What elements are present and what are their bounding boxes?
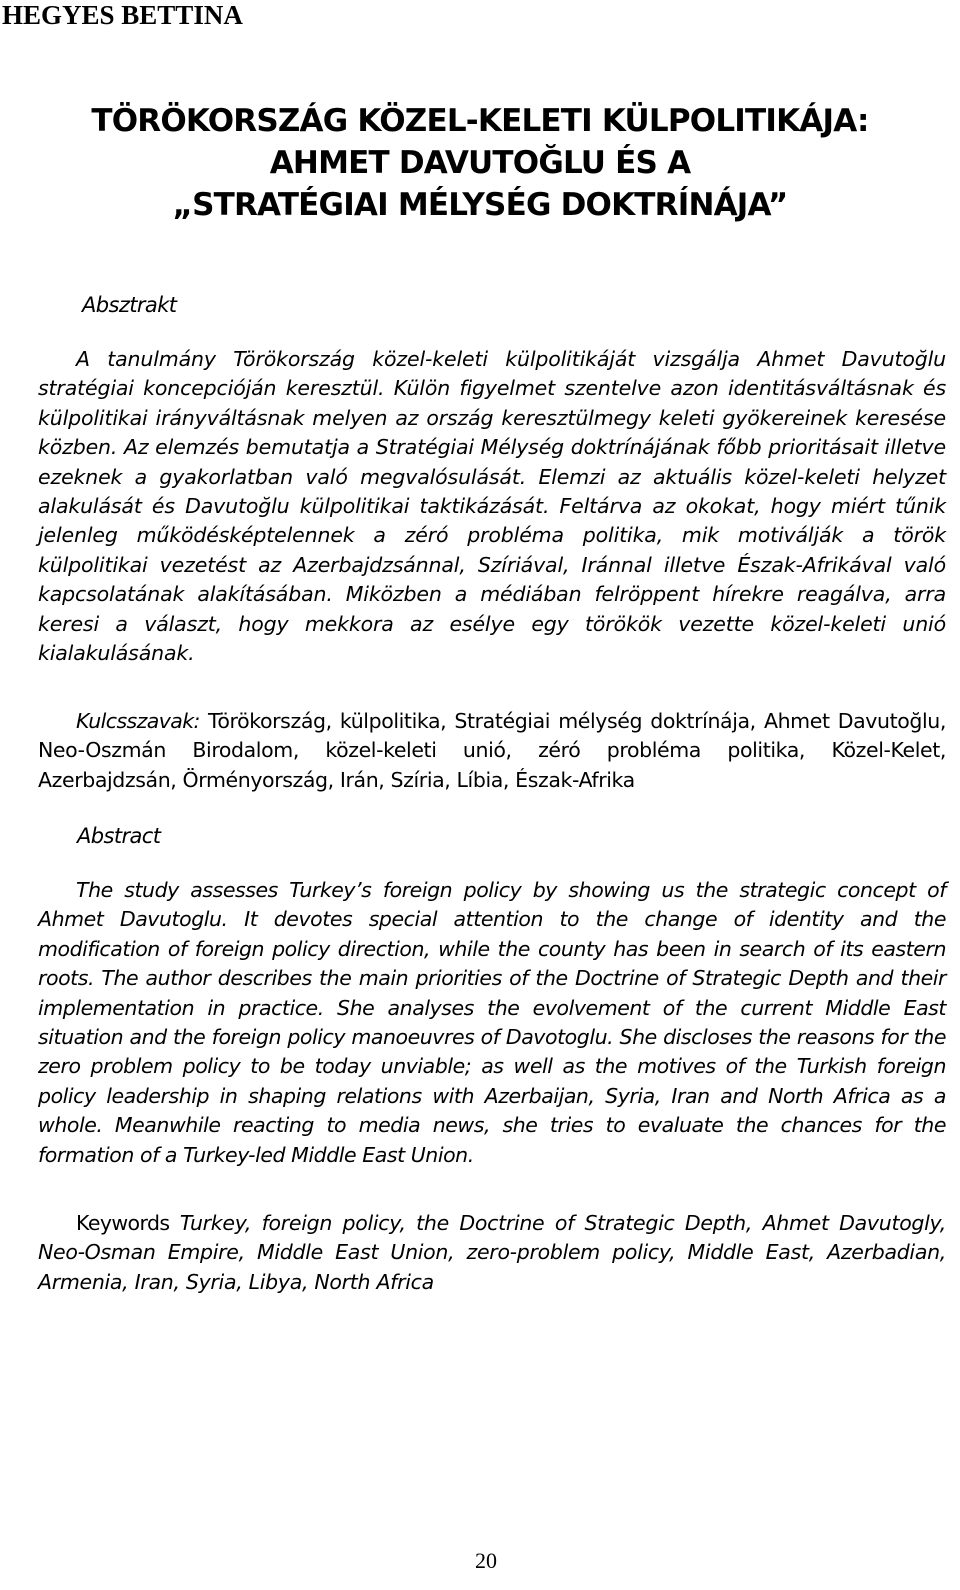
article-title [0, 100, 960, 226]
article-title-line-3: „STRATÉGIAI MÉLYSÉG DOKTRÍNÁJA” [172, 187, 788, 223]
page-number: 20 [475, 1548, 497, 1573]
hungarian-abstract-body [38, 345, 946, 668]
hungarian-keywords [38, 707, 946, 795]
english-abstract-text: The study assesses Turkey’s foreign policy by showing us the strategic concept of Ahmet Davutoglu. It devotes special attention to the change of identity and the modification of foreign policy direction, while the county has been in search of its eastern roots. The author describes the main priorities of the Doctrine of Strategic Depth and their implementation in practice. She analyses the evolvement of the current Middle East situation and the foreign policy manoeuvres of Davotoglu. She discloses the reasons for the zero problem policy to be today unviable; as well as the motives of the Turkish foreign policy leadership in shaping relations with Azerbaijan, Syria, Iran and North Africa as a whole. Meanwhile reacting to media news, she tries to evaluate the chances for the formation of a Turkey-led Middle East Union. [38, 878, 946, 1167]
article-title-line-2: AHMET DAVUTOĞLU ÉS A [269, 145, 691, 181]
running-head-author: HEGYES BETTINA [2, 0, 243, 30]
english-keywords-text: Turkey, foreign policy, the Doctrine of Strategic Depth, Ahmet Davutogly, Neo-Osman Empire, Middle East Union, zero-problem policy, Middle East, Azerbadian, Armenia, Iran, Syria, Libya, North Africa [38, 1211, 946, 1294]
english-keywords [38, 1209, 946, 1297]
english-keywords-label: Keywords [76, 1211, 170, 1235]
hungarian-keywords-text: Törökország, külpolitika, Stratégiai mélység doktrínája, Ahmet Davutoğlu, Neo-Oszmán Birodalom, közel-keleti unió, zéró probléma politika, Közel-Kelet, Azerbajdzsán, Örményország, Irán, Szíria, Líbia, Észak-Afrika [38, 709, 946, 792]
english-abstract-heading: Abstract [77, 824, 161, 848]
hungarian-keywords-label: Kulcsszavak: [76, 709, 200, 733]
article-title-line-1: TÖRÖKORSZÁG KÖZEL-KELETI KÜLPOLITIKÁJA: [91, 103, 869, 139]
hungarian-abstract-heading: Absztrakt [82, 293, 177, 317]
english-abstract-body [38, 876, 946, 1170]
hungarian-abstract-text: A tanulmány Törökország közel-keleti külpolitikáját vizsgálja Ahmet Davutoğlu stratégiai koncepcióján keresztül. Külön figyelmet szentelve azon identitásváltásnak és külpolitikai irányváltásnak melyen az ország keresztülmegy keleti gyökereinek keresése közben. Az elemzés bemutatja a Stratégiai Mélység doktrínájának főbb prioritásait illetve ezeknek a gyakorlatban való megvalósulását. Elemzi az aktuális közel-keleti helyzet alakulását és Davutoğlu külpolitikai taktikázását. Feltárva az okokat, hogy miért tűnik jelenleg működésképtelennek a zéró probléma politika, mik motiválják a török külpolitikai vezetést az Azerbajdzsánnal, Szíriával, Iránnal illetve Észak-Afrikával való kapcsolatának alakításában. Miközben a médiában felröppent hírekre reagálva, arra keresi a választ, hogy mekkora az esélye egy törökök vezette közel-keleti unió kialakulásának. [38, 347, 946, 666]
